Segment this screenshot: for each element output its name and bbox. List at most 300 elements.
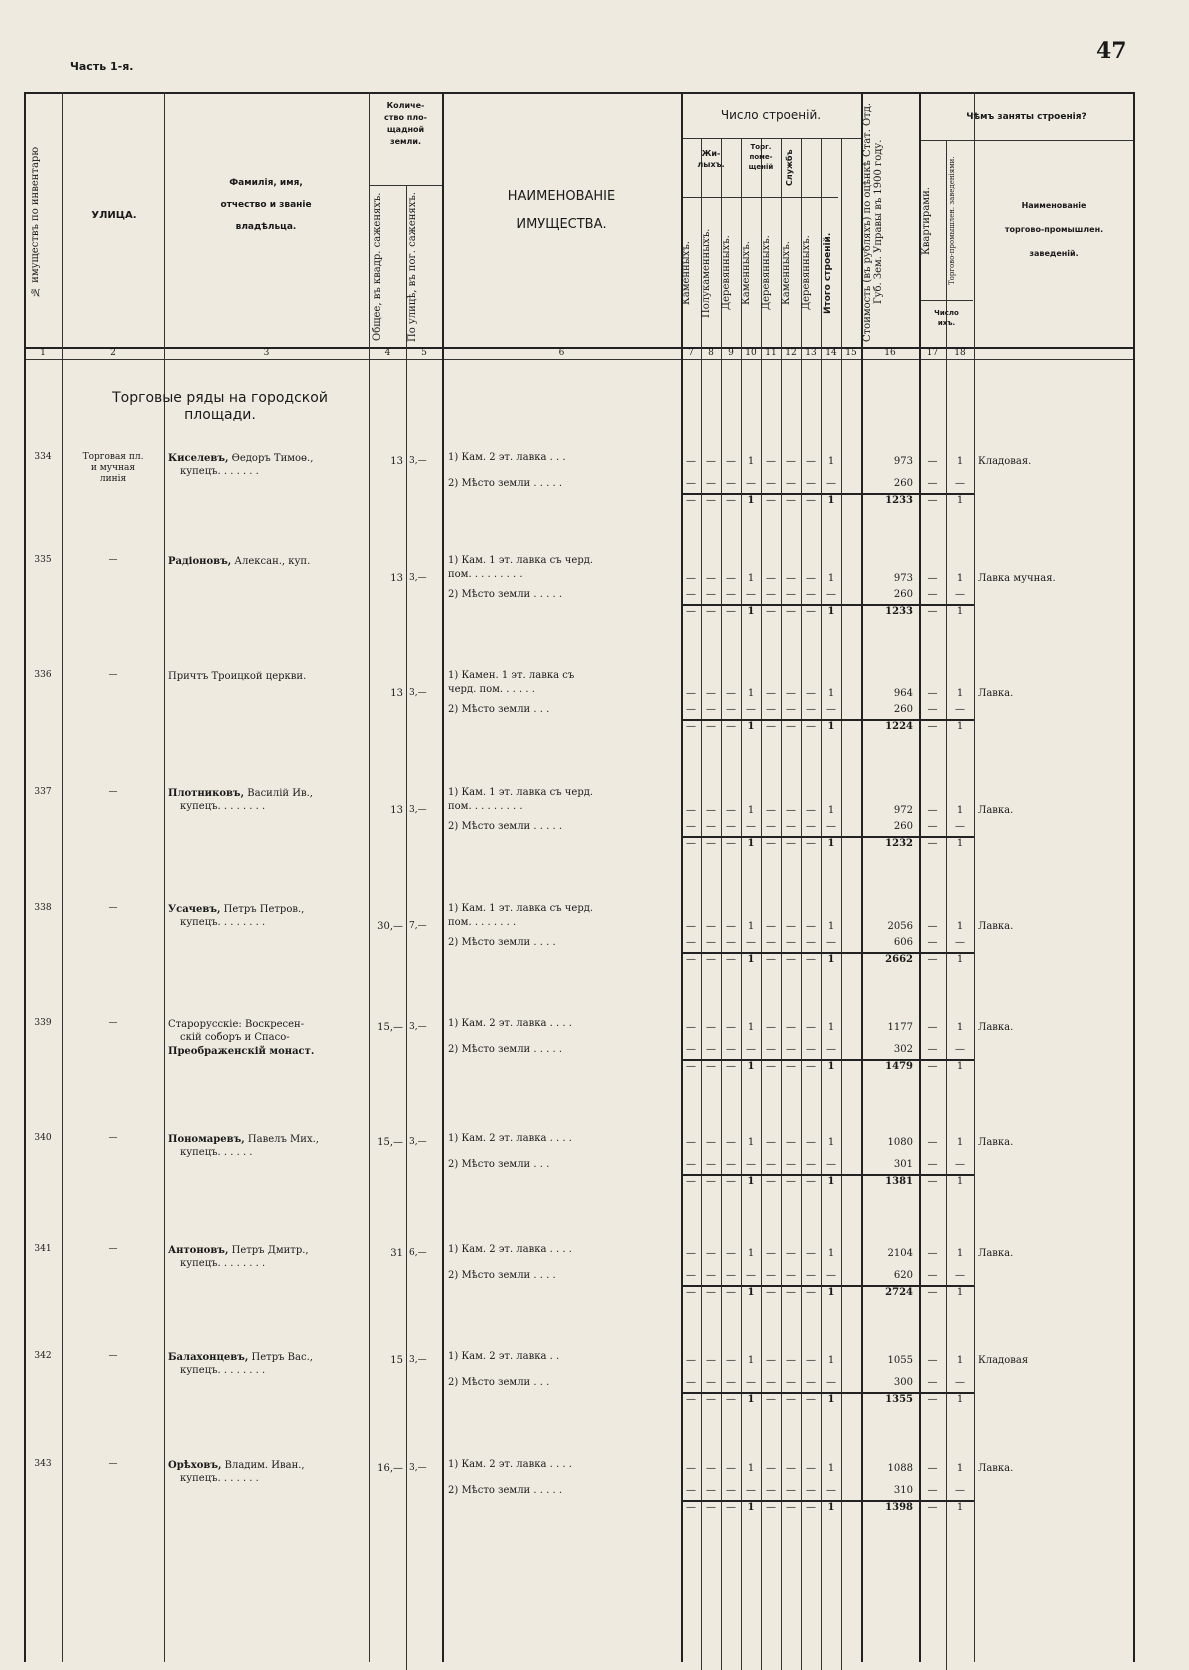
residential-dash: — <box>726 688 736 699</box>
property-land: 2) Мѣсто земли . . . <box>448 704 550 715</box>
trade-stone-count: 1 <box>747 456 755 467</box>
residential-dash: — <box>726 805 736 816</box>
land-occ-dash: — <box>955 704 965 715</box>
other-dash: — <box>786 1022 796 1033</box>
owner-surname: Усачевъ, <box>168 904 221 915</box>
header-buildings: Число строеній. <box>720 108 822 122</box>
total-count-sum: 1 <box>827 1061 835 1072</box>
land-occ-dash: — <box>955 937 965 948</box>
total-apt-dash: — <box>927 1502 938 1513</box>
total-other-dash: — <box>806 1061 816 1072</box>
total-dash: — <box>706 1287 716 1298</box>
land-dash: — <box>706 704 716 715</box>
residential-dash: — <box>706 1463 716 1474</box>
owner-given-name: Петръ Петров., <box>220 904 305 915</box>
page-number: 47 <box>1096 38 1127 64</box>
land-dash: — <box>806 937 816 948</box>
total-other-dash: — <box>786 1176 796 1187</box>
inventory-number: 337 <box>34 787 52 797</box>
land-dash: — <box>726 704 736 715</box>
land-occ-dash: — <box>955 1159 965 1170</box>
land-dash: — <box>826 1044 836 1055</box>
land-dash: — <box>786 1044 796 1055</box>
street-name: — <box>108 903 118 913</box>
owner-line3: Преображенскій монаст. <box>168 1046 315 1057</box>
residential-dash: — <box>706 688 716 699</box>
land-dash: — <box>746 821 756 832</box>
property-building: пом. . . . . . . . <box>448 917 517 928</box>
owner-given-name: Алексан., куп. <box>231 556 311 567</box>
land-dash: — <box>706 1044 716 1055</box>
enterprise-name: Кладовая <box>978 1355 1029 1366</box>
land-dash: — <box>826 704 836 715</box>
owner-given-name: Василій Ив., <box>244 788 313 799</box>
column-number: 17 <box>926 348 939 358</box>
column-line <box>369 92 370 1662</box>
land-occ-dash: — <box>955 589 965 600</box>
total-buildings-count: 1 <box>827 1248 835 1259</box>
column-line <box>721 138 722 1670</box>
total-apt-dash: — <box>927 1394 938 1405</box>
header-apartments: Квартирами. <box>921 187 932 255</box>
owner-given-name: Старорусскіе: Воскресен- <box>168 1019 305 1030</box>
enterprise-count: 1 <box>956 1248 964 1259</box>
land-occ-dash: — <box>927 1159 938 1170</box>
land-dash: — <box>746 1044 756 1055</box>
total-enterprises: 1 <box>956 1287 964 1298</box>
header-col7: Каменныхъ. <box>681 241 692 305</box>
land-dash: — <box>766 937 776 948</box>
land-frontage: 3,— <box>409 688 427 698</box>
other-dash: — <box>806 805 816 816</box>
land-dash: — <box>686 1044 696 1055</box>
other-dash: — <box>766 573 776 584</box>
land-frontage: 7,— <box>409 921 427 931</box>
header-service: Службъ <box>785 149 794 187</box>
property-land: 2) Мѣсто земли . . . . . <box>448 1485 562 1496</box>
land-dash: — <box>766 1270 776 1281</box>
owner-name <box>168 787 368 800</box>
enterprise-count: 1 <box>956 805 964 816</box>
enterprise-count: 1 <box>956 573 964 584</box>
property-land: 2) Мѣсто земли . . . . . <box>448 1044 562 1055</box>
other-dash: — <box>786 1248 796 1259</box>
column-number: 15 <box>845 348 857 358</box>
land-occ-dash: — <box>927 1485 938 1496</box>
other-dash: — <box>806 456 816 467</box>
inventory-number: 338 <box>34 903 52 913</box>
owner-surname: Пономаревъ, <box>168 1134 245 1145</box>
total-value: 1355 <box>885 1394 913 1405</box>
total-enterprises: 1 <box>956 954 964 965</box>
total-dash: — <box>706 1394 716 1405</box>
land-dash: — <box>786 1377 796 1388</box>
land-area: 15 <box>390 1355 403 1366</box>
total-count-sum: 1 <box>827 954 835 965</box>
land-occ-dash: — <box>927 704 938 715</box>
other-dash: — <box>806 1137 816 1148</box>
owner-given-name: Өедоръ Тимоө., <box>228 453 314 464</box>
column-number: 13 <box>805 348 817 358</box>
owner-given-name: Павелъ Мих., <box>244 1134 319 1145</box>
land-dash: — <box>726 478 736 489</box>
land-dash: — <box>806 1377 816 1388</box>
owner-given-name: Петръ Дмитр., <box>228 1245 309 1256</box>
total-value: 1479 <box>885 1061 913 1072</box>
land-dash: — <box>786 1485 796 1496</box>
column-line <box>801 138 802 1670</box>
land-dash: — <box>746 1270 756 1281</box>
property-building: 1) Камен. 1 эт. лавка съ <box>448 670 575 681</box>
land-dash: — <box>746 1485 756 1496</box>
other-dash: — <box>786 1137 796 1148</box>
total-other-dash: — <box>806 1394 816 1405</box>
street-name: и мучная <box>90 463 136 473</box>
land-dash: — <box>706 1485 716 1496</box>
residential-dash: — <box>686 1022 696 1033</box>
column-line <box>946 140 947 1670</box>
total-other-dash: — <box>786 495 796 506</box>
total-dash: — <box>706 1176 716 1187</box>
land-dash: — <box>786 1159 796 1170</box>
total-dash: — <box>706 606 716 617</box>
land-dash: — <box>746 1159 756 1170</box>
column-number: 12 <box>785 348 797 358</box>
total-trade-count: 1 <box>747 1287 755 1298</box>
land-area: 13 <box>390 805 403 816</box>
total-value: 1233 <box>885 606 913 617</box>
residential-dash: — <box>706 921 716 932</box>
other-dash: — <box>786 1463 796 1474</box>
other-dash: — <box>766 805 776 816</box>
total-other-dash: — <box>806 721 816 732</box>
property-building: 1) Кам. 1 эт. лавка съ черд. <box>448 555 594 566</box>
residential-dash: — <box>686 456 696 467</box>
total-dash: — <box>686 1176 696 1187</box>
column-line <box>781 138 782 1670</box>
total-trade-count: 1 <box>747 1061 755 1072</box>
street-name: — <box>108 555 118 565</box>
land-dash: — <box>726 1377 736 1388</box>
part-label: Часть 1-я. <box>70 60 134 73</box>
inventory-number: 340 <box>34 1133 52 1143</box>
total-dash: — <box>726 838 736 849</box>
total-dash: — <box>706 838 716 849</box>
total-other-dash: — <box>806 1176 816 1187</box>
other-dash: — <box>766 688 776 699</box>
other-dash: — <box>766 1463 776 1474</box>
land-dash: — <box>826 1377 836 1388</box>
total-dash: — <box>686 606 696 617</box>
total-apt-dash: — <box>927 1287 938 1298</box>
column-number: 10 <box>745 348 757 358</box>
owner-given-name: Причтъ Троицкой церкви. <box>168 671 307 682</box>
land-value: 302 <box>893 1044 913 1055</box>
owner-title: скій соборъ и Спасо- <box>180 1032 290 1043</box>
land-dash: — <box>686 1377 696 1388</box>
inventory-number: 335 <box>34 555 52 565</box>
column-line <box>974 92 975 1662</box>
column-line <box>741 138 742 1670</box>
owner-title: купецъ. . . . . . . . <box>180 801 266 812</box>
total-enterprises: 1 <box>956 1502 964 1513</box>
total-enterprises: 1 <box>956 495 964 506</box>
total-other-dash: — <box>806 606 816 617</box>
header-street: УЛИЦА. <box>91 210 137 221</box>
owner-name <box>168 903 368 916</box>
total-apt-dash: — <box>927 838 938 849</box>
other-dash: — <box>766 1355 776 1366</box>
header-col11: Деревянныхъ. <box>761 235 772 311</box>
property-land: 2) Мѣсто земли . . . . <box>448 1270 556 1281</box>
land-dash: — <box>746 937 756 948</box>
total-other-dash: — <box>806 495 816 506</box>
enterprise-count: 1 <box>956 1137 964 1148</box>
enterprise-name: Кладовая. <box>978 456 1032 467</box>
enterprise-count: 1 <box>956 688 964 699</box>
column-number: 5 <box>421 348 427 358</box>
column-number: 4 <box>384 348 391 358</box>
column-number: 8 <box>708 348 714 358</box>
column-number: 6 <box>558 348 565 358</box>
residential-dash: — <box>706 1022 716 1033</box>
total-value: 1224 <box>885 721 913 732</box>
other-dash: — <box>806 573 816 584</box>
land-occ-dash: — <box>927 589 938 600</box>
land-dash: — <box>686 821 696 832</box>
other-dash: — <box>806 688 816 699</box>
land-dash: — <box>826 1270 836 1281</box>
land-dash: — <box>826 1485 836 1496</box>
trade-stone-count: 1 <box>747 1463 755 1474</box>
street-name: линія <box>99 474 127 484</box>
building-value: 1088 <box>887 1463 913 1474</box>
land-occ-dash: — <box>927 1377 938 1388</box>
total-count-sum: 1 <box>827 495 835 506</box>
total-dash: — <box>686 495 696 506</box>
owner-surname: Радіоновъ, <box>168 556 232 567</box>
owner-title: купецъ. . . . . . . . <box>180 1258 266 1269</box>
land-dash: — <box>826 821 836 832</box>
land-area: 16,— <box>377 1463 403 1474</box>
residential-dash: — <box>706 456 716 467</box>
land-area: 13 <box>390 688 403 699</box>
apartments-dash: — <box>927 1355 938 1366</box>
land-dash: — <box>726 1159 736 1170</box>
total-dash: — <box>686 1061 696 1072</box>
land-dash: — <box>826 937 836 948</box>
property-building: пом. . . . . . . . . <box>448 569 523 580</box>
land-frontage: 3,— <box>409 1022 427 1032</box>
land-dash: — <box>726 589 736 600</box>
residential-dash: — <box>726 573 736 584</box>
column-number: 3 <box>263 348 270 358</box>
header-col13: Деревянныхъ. <box>801 235 812 311</box>
land-area: 15,— <box>377 1137 403 1148</box>
owner-name <box>168 555 368 568</box>
land-value: 300 <box>893 1377 913 1388</box>
trade-stone-count: 1 <box>747 1355 755 1366</box>
section-title: Торговые ряды на городской площади. <box>112 390 328 423</box>
header-enterprise-name: Наименованіе торгово-промышлен. заведеній. <box>1004 201 1104 258</box>
header-col8: Полукаменныхъ. <box>701 228 712 318</box>
total-value: 1398 <box>885 1502 913 1513</box>
apartments-dash: — <box>927 1463 938 1474</box>
total-dash: — <box>726 1061 736 1072</box>
land-occ-dash: — <box>955 1485 965 1496</box>
enterprise-count: 1 <box>956 1463 964 1474</box>
buildings-subheader-line <box>681 138 861 139</box>
property-building: 1) Кам. 2 эт. лавка . . . . <box>448 1459 572 1470</box>
residential-dash: — <box>726 1022 736 1033</box>
total-buildings-count: 1 <box>827 573 835 584</box>
total-apt-dash: — <box>927 721 938 732</box>
land-dash: — <box>806 1270 816 1281</box>
header-enterprises: Торгово-промышлен. заведеніями. <box>948 156 956 286</box>
header-occupancy: Чѣмъ заняты строенія? <box>966 112 1087 122</box>
residential-dash: — <box>686 573 696 584</box>
enterprise-count: 1 <box>956 921 964 932</box>
inventory-number: 343 <box>34 1459 52 1469</box>
total-trade-count: 1 <box>747 1394 755 1405</box>
land-value: 301 <box>893 1159 913 1170</box>
street-name: — <box>108 1459 118 1469</box>
land-dash: — <box>686 478 696 489</box>
apartments-dash: — <box>927 1137 938 1148</box>
owner-surname: Киселевъ, <box>168 453 229 464</box>
land-area: 30,— <box>377 921 403 932</box>
total-apt-dash: — <box>927 1061 938 1072</box>
column-number: 7 <box>688 348 694 358</box>
total-trade-count: 1 <box>747 606 755 617</box>
other-dash: — <box>806 1355 816 1366</box>
header-owner: Фамилія, имя, отчество и званіе владѣльца. <box>220 178 312 232</box>
enterprise-count: 1 <box>956 456 964 467</box>
land-value: 260 <box>893 478 913 489</box>
total-count-sum: 1 <box>827 1287 835 1298</box>
residential-dash: — <box>706 573 716 584</box>
apartments-dash: — <box>927 456 938 467</box>
residential-dash: — <box>706 1355 716 1366</box>
column-line <box>24 92 26 1662</box>
total-buildings-count: 1 <box>827 1463 835 1474</box>
street-name: — <box>108 1244 118 1254</box>
total-buildings-count: 1 <box>827 688 835 699</box>
column-number: 18 <box>954 348 966 358</box>
land-dash: — <box>706 1270 716 1281</box>
total-buildings-count: 1 <box>827 921 835 932</box>
column-line <box>62 92 63 1662</box>
apartments-dash: — <box>927 688 938 699</box>
other-dash: — <box>786 921 796 932</box>
header-inventory-number: № имуществъ по инвентарю <box>30 146 41 298</box>
land-dash: — <box>726 1270 736 1281</box>
land-frontage: 3,— <box>409 456 427 466</box>
land-dash: — <box>766 704 776 715</box>
land-occ-dash: — <box>955 1270 965 1281</box>
land-dash: — <box>786 1270 796 1281</box>
occupancy-subheader-line <box>920 140 1133 141</box>
total-other-dash: — <box>806 1502 816 1513</box>
total-dash: — <box>686 1502 696 1513</box>
owner-title: купецъ. . . . . . . . <box>180 917 266 928</box>
owner-name <box>168 1133 368 1146</box>
land-dash: — <box>766 478 776 489</box>
land-dash: — <box>686 1485 696 1496</box>
land-dash: — <box>786 589 796 600</box>
total-other-dash: — <box>766 1394 776 1405</box>
land-dash: — <box>746 704 756 715</box>
total-dash: — <box>706 721 716 732</box>
enterprise-name: Лавка. <box>978 688 1014 699</box>
owner-title: купецъ. . . . . . . <box>180 466 259 477</box>
trade-stone-count: 1 <box>747 573 755 584</box>
total-dash: — <box>686 1287 696 1298</box>
land-dash: — <box>766 1159 776 1170</box>
property-building: 1) Кам. 2 эт. лавка . . . <box>448 452 566 463</box>
owner-surname: Орѣховъ, <box>168 1460 222 1471</box>
street-name: — <box>108 787 118 797</box>
land-dash: — <box>786 821 796 832</box>
total-dash: — <box>726 1502 736 1513</box>
owner-surname: Балахонцевъ, <box>168 1352 249 1363</box>
land-occ-dash: — <box>927 1044 938 1055</box>
total-other-dash: — <box>786 1287 796 1298</box>
building-value: 1080 <box>887 1137 913 1148</box>
building-value: 1055 <box>887 1355 913 1366</box>
land-frontage: 3,— <box>409 1463 427 1473</box>
residential-dash: — <box>726 1463 736 1474</box>
total-count-sum: 1 <box>827 1176 835 1187</box>
land-dash: — <box>686 937 696 948</box>
apartments-dash: — <box>927 1022 938 1033</box>
total-other-dash: — <box>786 838 796 849</box>
land-dash: — <box>766 589 776 600</box>
other-dash: — <box>786 805 796 816</box>
land-dash: — <box>726 821 736 832</box>
land-area: 15,— <box>377 1022 403 1033</box>
land-dash: — <box>686 589 696 600</box>
total-other-dash: — <box>766 1061 776 1072</box>
total-buildings-count: 1 <box>827 805 835 816</box>
property-building: 1) Кам. 2 эт. лавка . . . . <box>448 1133 572 1144</box>
apartments-dash: — <box>927 805 938 816</box>
land-dash: — <box>766 821 776 832</box>
inventory-number: 341 <box>34 1244 52 1254</box>
column-number: 11 <box>765 348 777 358</box>
header-residential: Жи- лыхъ. <box>697 149 725 169</box>
total-other-dash: — <box>806 954 816 965</box>
column-number: 16 <box>884 348 896 358</box>
property-land: 2) Мѣсто земли . . . <box>448 1159 550 1170</box>
land-occ-dash: — <box>955 1377 965 1388</box>
land-occ-dash: — <box>955 478 965 489</box>
total-dash: — <box>726 606 736 617</box>
land-dash: — <box>706 1377 716 1388</box>
land-dash: — <box>806 478 816 489</box>
land-dash: — <box>806 704 816 715</box>
total-other-dash: — <box>766 1502 776 1513</box>
total-buildings-count: 1 <box>827 1022 835 1033</box>
land-area: 13 <box>390 456 403 467</box>
land-dash: — <box>706 937 716 948</box>
building-value: 973 <box>893 456 913 467</box>
land-dash: — <box>686 704 696 715</box>
header-total-buildings: Итого строеній. <box>823 232 833 314</box>
owner-given-name: Петръ Вас., <box>248 1352 313 1363</box>
total-other-dash: — <box>786 606 796 617</box>
header-col9: Деревянныхъ. <box>721 235 732 311</box>
